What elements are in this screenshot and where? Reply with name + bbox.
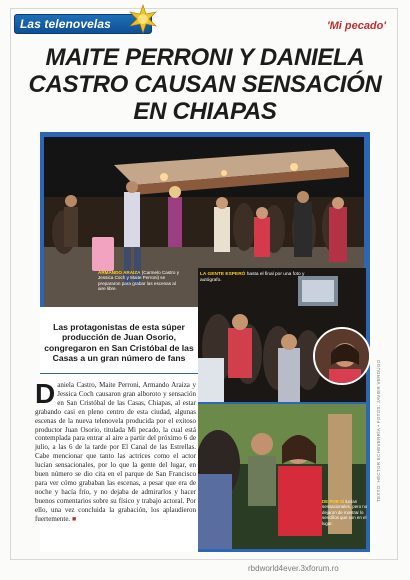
drop-cap: D xyxy=(35,378,56,409)
photo-credit: TEXTO: HÉCTOR ECHEVERRÍA • FOTOS: JAVIER VERDUGO xyxy=(376,359,381,502)
crowd-photo-caption xyxy=(200,272,310,284)
circle-inset-photo xyxy=(313,327,371,385)
section-label: Las telenovelas xyxy=(20,17,111,31)
main-caption-text: (Carmelo Castro y Jessica Coch y Maite Perroni) se prepararon para grabar las escenas al aire libre. xyxy=(98,270,180,292)
third-caption-title: DE POR SÍ xyxy=(322,499,345,504)
article-body-text: aniela Castro, Maite Perroni, Armando Araiza y Jessica Coch causaron gran alboroto y sensación en San Cristóbal de las Casas, Chiapas, al estar grabando casi en pleno centro de esta ciudad, algunas escenas de la nueva telenovela producida por el exitoso productor Juan Osorio, titulada Mi pecado, la cual está contemplada para entrar al aire a partir del próximo 6 de julio, a las 6 de la tarde por El Canal de las Estrellas. Cabe mencionar que tanto las actrices como el actor lucían sensacionales, por lo que la gente del lugar, en buen número se dio cita en el parque de San Francisco para ver cómo grababan las escenas, a pesar que era de noche y hacía frío, y no dejaba de admirarlos y hacer buenos comentarios sobre su físico y trabajo actoral. Por ello, una vez concluida la grabación, los aplaudieron fuertemente. xyxy=(35,381,196,523)
end-mark-icon: ■ xyxy=(71,514,77,523)
autograph-photo xyxy=(198,404,366,549)
main-caption-title: ARMANDO ARAIZA xyxy=(98,270,141,275)
autograph-photo-caption xyxy=(322,499,370,526)
article-body xyxy=(35,378,196,524)
show-tag: 'Mi pecado' xyxy=(326,20,386,32)
third-caption-text: lucían sensacionales, pero no dejaron de mostrar lo sencillos que son en el lugar. xyxy=(322,499,368,526)
article-lead: Las protagonistas de esta súper producción de Juan Osorio, congregaron en San Cristóbal de las Casas a un gran número de fans xyxy=(44,322,194,364)
second-caption-title: LA GENTE ESPERÓ xyxy=(200,272,246,277)
headline: MAITE PERRONI Y DANIELA CASTRO CAUSAN SENSACIÓN EN CHIAPAS xyxy=(28,44,382,125)
watermark: rbdworld4ever.3xforum.ro xyxy=(248,564,339,573)
main-photo-caption xyxy=(98,270,184,292)
starburst-logo-icon xyxy=(128,4,158,34)
second-caption-text: hasta el final por una foto y autógrafo. xyxy=(200,272,305,283)
autograph-scene xyxy=(198,404,366,549)
